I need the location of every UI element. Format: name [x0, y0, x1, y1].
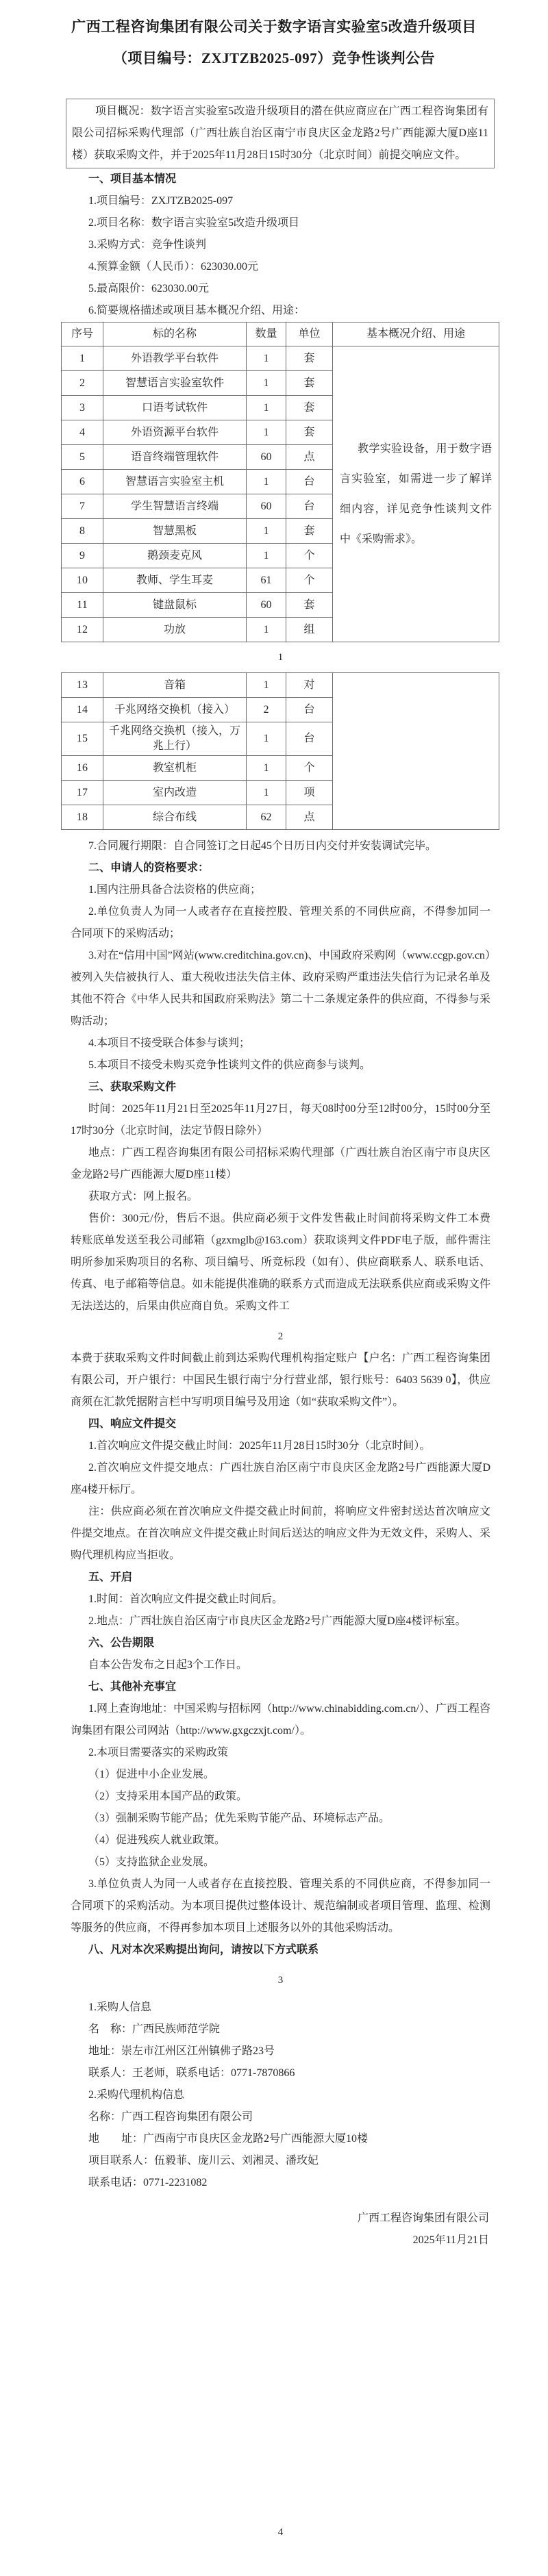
table-cell: 点 [286, 445, 333, 470]
obtain-price-part1: 售价：300元/份，售后不退。供应商必须于文件发售截止时间前将采购文件工本费转账底单发送至我公司邮箱（gzxmglb@163.com）获取谈判文件PDF电子版，邮件需注明所参加采购项目的名称、项目编号、所竞标段（如有）、供应商联系人、联系电话、传真、电子邮箱等信息。如未能提供准确的联系方式而造成无法联系供应商或采购文件无法送达的，后果由供应商自负。采购文件工 [71, 1213, 490, 1312]
table-cell: 61 [247, 568, 286, 593]
other-item-online-query: 1.网上查询地址：中国采购与招标网（http://www.chinabidding.com.cn/）、广西工程咨询集团有限公司网站（http://www.gxgczxjt.com/）。 [71, 1703, 490, 1737]
table-cell: 8 [62, 519, 103, 544]
opening-time: 1.时间：首次响应文件提交截止时间后。 [88, 1593, 284, 1605]
table-cell: 1 [247, 396, 286, 420]
policy-item: （1）促进中小企业发展。 [88, 1769, 215, 1780]
project-overview-text: 项目概况：数字语言实验室5改造升级项目的潜在供应商应在广西工程咨询集团有限公司招标采购代理部（广西壮族自治区南宁市良庆区金龙路2号广西能源大厦D座11楼）获取采购文件，并于2025年11月28日15时30分（北京时间）前提交响应文件。 [72, 105, 488, 161]
table-cell: 台 [286, 494, 333, 519]
agency-project-contacts: 项目联系人：伍毅菲、庞川云、刘湘灵、潘玫妃 [88, 2155, 319, 2167]
table-cell: 外语教学平台软件 [103, 346, 247, 371]
table-cell: 4 [62, 420, 103, 445]
signature-company: 广西工程咨询集团有限公司 [357, 2212, 489, 2224]
table-cell: 台 [286, 722, 333, 756]
items-table-body-page1 [62, 346, 499, 642]
table-cell: 18 [62, 805, 103, 830]
table-cell: 点 [286, 805, 333, 830]
table-cell: 室内改造 [103, 781, 247, 805]
table-cell: 1 [62, 346, 103, 371]
section-heading-qualification: 二、申请人的资格要求： [88, 862, 210, 874]
items-table-page2 [61, 672, 499, 830]
table-cell: 对 [286, 673, 333, 698]
table-cell: 2 [62, 371, 103, 396]
table-cell: 千兆网络交换机（接入，万兆上行） [103, 722, 247, 756]
project-overview-box [66, 99, 495, 168]
basic-item-budget: 4.预算金额（人民币）：623030.00元 [88, 261, 259, 273]
policy-item: （2）支持采用本国产品的政策。 [88, 1791, 248, 1802]
page-number: 3 [277, 1975, 284, 1986]
table-cell: 综合布线 [103, 805, 247, 830]
purchaser-info-title: 1.采购人信息 [88, 2002, 152, 2013]
submit-deadline: 1.首次响应文件提交截止时间：2025年11月28日15时30分（北京时间）。 [88, 1440, 431, 1452]
table-cell: 口语考试软件 [103, 396, 247, 420]
section-heading-obtain-documents: 三、获取采购文件 [88, 1081, 177, 1093]
items-table-body-page2 [62, 673, 499, 830]
table-cell: 外语资源平台软件 [103, 420, 247, 445]
table-cell: 智慧语言实验室软件 [103, 371, 247, 396]
table-header-cell: 单位 [286, 323, 333, 346]
obtain-price-part2: 本费于获取采购文件时间截止前到达采购代理机构指定账户【户名：广西工程咨询集团有限公司，开户银行：中国民生银行南宁分行营业部，银行账号：6403 5639 0】，供应商须在汇款凭据附言栏中写明项目编号及用途（如“获取采购文件”）。 [71, 1352, 490, 1408]
table-cell: 台 [286, 470, 333, 494]
qualification-item: 2.单位负责人为同一人或者存在直接控股、管理关系的不同供应商，不得参加同一合同项下的采购活动； [71, 906, 490, 939]
table-cell: 音箱 [103, 673, 247, 698]
purchaser-contact-phone: 联系人：王老师，联系电话：0771-7870866 [88, 2067, 295, 2079]
basic-item-procurement-method: 3.采购方式：竞争性谈判 [88, 239, 207, 251]
table-cell: 1 [247, 544, 286, 568]
items-table-page1 [61, 322, 499, 642]
table-cell: 个 [286, 568, 333, 593]
section-heading-opening: 五、开启 [88, 1571, 133, 1583]
table-cell: 组 [286, 618, 333, 642]
table-cell: 1 [247, 519, 286, 544]
obtain-method: 获取方式：网上报名。 [88, 1191, 199, 1202]
page-number: 4 [277, 2527, 284, 2538]
table-cell: 13 [62, 673, 103, 698]
table-header-cell: 基本概况介绍、用途 [333, 323, 499, 346]
table-header-cell: 数量 [247, 323, 286, 346]
qualification-item: 5.本项目不接受未购买竞争性谈判文件的供应商参与谈判。 [88, 1059, 371, 1071]
table-cell: 2 [247, 698, 286, 722]
table-cell: 3 [62, 396, 103, 420]
table-cell: 12 [62, 618, 103, 642]
opening-place: 2.地点：广西壮族自治区南宁市良庆区金龙路2号广西能源大厦D座4楼评标室。 [88, 1615, 466, 1627]
table-cell: 教室机柜 [103, 756, 247, 781]
table-cell: 台 [286, 698, 333, 722]
table-row [62, 346, 499, 371]
table-note-text: 教学实验设备，用于数字语言实验室，如需进一步了解详细内容，详见竞争性谈判文件中《采购需求》。 [340, 442, 492, 545]
table-cell: 16 [62, 756, 103, 781]
table-cell: 1 [247, 371, 286, 396]
table-cell: 62 [247, 805, 286, 830]
table-cell: 套 [286, 593, 333, 618]
agency-address: 地 址：广西南宁市良庆区金龙路2号广西能源大厦10楼 [88, 2133, 369, 2145]
table-cell: 套 [286, 346, 333, 371]
table-header-row [62, 323, 499, 346]
table-cell: 个 [286, 756, 333, 781]
table-cell: 键盘鼠标 [103, 593, 247, 618]
table-cell: 10 [62, 568, 103, 593]
other-item-policies-intro: 2.本项目需要落实的采购政策 [88, 1747, 229, 1758]
table-cell: 学生智慧语言终端 [103, 494, 247, 519]
basic-item-project-name: 2.项目名称：数字语言实验室5改造升级项目 [88, 217, 300, 229]
table-cell: 6 [62, 470, 103, 494]
table-cell: 1 [247, 781, 286, 805]
table-cell: 语音终端管理软件 [103, 445, 247, 470]
table-cell: 1 [247, 420, 286, 445]
table-cell: 17 [62, 781, 103, 805]
obtain-place: 地点：广西工程咨询集团有限公司招标采购代理部（广西壮族自治区南宁市良庆区金龙路2号广西能源大厦D座11楼） [71, 1147, 490, 1180]
policy-item: （3）强制采购节能产品；优先采购节能产品、环境标志产品。 [88, 1813, 390, 1824]
document-title-line-1: 广西工程咨询集团有限公司关于数字语言实验室5改造升级项目 [71, 18, 477, 35]
document-title-line-2: （项目编号：ZXJTZB2025-097）竞争性谈判公告 [112, 50, 436, 66]
table-cell: 7 [62, 494, 103, 519]
purchaser-name: 名 称：广西民族师范学院 [88, 2023, 221, 2035]
agency-info-title: 2.采购代理机构信息 [88, 2089, 185, 2101]
policy-item: （5）支持监狱企业发展。 [88, 1856, 215, 1868]
table-cell: 智慧黑板 [103, 519, 247, 544]
table-cell: 9 [62, 544, 103, 568]
table-cell: 1 [247, 722, 286, 756]
table-cell: 功放 [103, 618, 247, 642]
table-note-cell [333, 346, 499, 642]
table-cell: 千兆网络交换机（接入） [103, 698, 247, 722]
table-cell: 智慧语言实验室主机 [103, 470, 247, 494]
table-cell: 14 [62, 698, 103, 722]
other-item-restriction: 3.单位负责人为同一人或者存在直接控股、管理关系的不同供应商，不得参加同一合同项下的采购活动。为本项目提供过整体设计、规范编制或者项目管理、监理、检测等服务的供应商，不得再参加本项目上述服务以外的其他采购活动。 [71, 1878, 490, 1934]
table-cell: 1 [247, 618, 286, 642]
qualification-item: 3.对在“信用中国”网站(www.creditchina.gov.cn)、中国政府采购网（www.ccgp.gov.cn）被列入失信被执行人、重大税收违法失信主体、政府采购严重违法失信行为记录名单及其他不符合《中华人民共和国政府采购法》第二十二条规定条件的供应商，不得参与采购活动； [71, 950, 490, 1027]
qualification-item: 1.国内注册具备合法资格的供应商； [88, 884, 262, 896]
agency-phone: 联系电话：0771-2231082 [88, 2177, 208, 2188]
table-cell: 套 [286, 396, 333, 420]
submit-place: 2.首次响应文件提交地点：广西壮族自治区南宁市良庆区金龙路2号广西能源大厦D座4楼开标厅。 [71, 1462, 490, 1495]
policy-item: （4）促进残疾人就业政策。 [88, 1834, 226, 1846]
table-cell: 1 [247, 673, 286, 698]
section-heading-announcement-period: 六、公告期限 [88, 1637, 155, 1649]
table-cell: 套 [286, 519, 333, 544]
submit-note: 注：供应商必须在首次响应文件提交截止时间前，将响应文件密封送达首次响应文件提交地点。在首次响应文件提交截止时间后送达的响应文件为无效文件，采购人、采购代理机构应当拒收。 [71, 1506, 490, 1561]
table-cell: 60 [247, 445, 286, 470]
basic-item-project-number: 1.项目编号：ZXJTZB2025-097 [88, 195, 234, 207]
section-heading-response-submission: 四、响应文件提交 [88, 1418, 177, 1430]
page-number: 2 [277, 1331, 284, 1342]
table-cell: 套 [286, 371, 333, 396]
table-cell: 教师、学生耳麦 [103, 568, 247, 593]
table-note-cell-empty [333, 673, 499, 830]
table-cell: 60 [247, 593, 286, 618]
table-cell: 1 [247, 756, 286, 781]
section-heading-contact: 八、凡对本次采购提出询问，请按以下方式联系 [88, 1944, 319, 1956]
table-cell: 15 [62, 722, 103, 756]
basic-item-spec-intro: 6.简要规格描述或项目基本概况介绍、用途： [88, 305, 306, 316]
signature-block [71, 2208, 489, 2251]
table-cell: 60 [247, 494, 286, 519]
agency-name: 名称：广西工程咨询集团有限公司 [88, 2111, 253, 2123]
section-heading-other-matters: 七、其他补充事宜 [88, 1681, 177, 1693]
page-number: 1 [277, 652, 284, 663]
section-heading-basic-info: 一、项目基本情况 [88, 173, 177, 185]
table-header-cell: 序号 [62, 323, 103, 346]
table-header-cell: 标的名称 [103, 323, 247, 346]
table-cell: 1 [247, 470, 286, 494]
document-title [0, 0, 548, 74]
table-cell: 个 [286, 544, 333, 568]
table-cell: 11 [62, 593, 103, 618]
announcement-period-text: 自本公告发布之日起3个工作日。 [88, 1659, 248, 1671]
basic-item-contract-term: 7.合同履行期限：自合同签订之日起45个日历日内交付并安装调试完毕。 [88, 840, 437, 852]
purchaser-address: 地址：崇左市江州区江州镇佛子路23号 [88, 2045, 275, 2057]
obtain-time: 时间：2025年11月21日至2025年11月27日，每天08时00分至12时00分，15时00分至17时30分（北京时间，法定节假日除外） [71, 1103, 490, 1137]
basic-item-price-cap: 5.最高限价：623030.00元 [88, 283, 210, 294]
table-cell: 5 [62, 445, 103, 470]
table-cell: 项 [286, 781, 333, 805]
qualification-item: 4.本项目不接受联合体参与谈判； [88, 1037, 251, 1049]
table-cell: 1 [247, 346, 286, 371]
signature-date: 2025年11月21日 [412, 2234, 489, 2246]
table-row [62, 673, 499, 698]
table-cell: 套 [286, 420, 333, 445]
table-cell: 鹅颈麦克风 [103, 544, 247, 568]
